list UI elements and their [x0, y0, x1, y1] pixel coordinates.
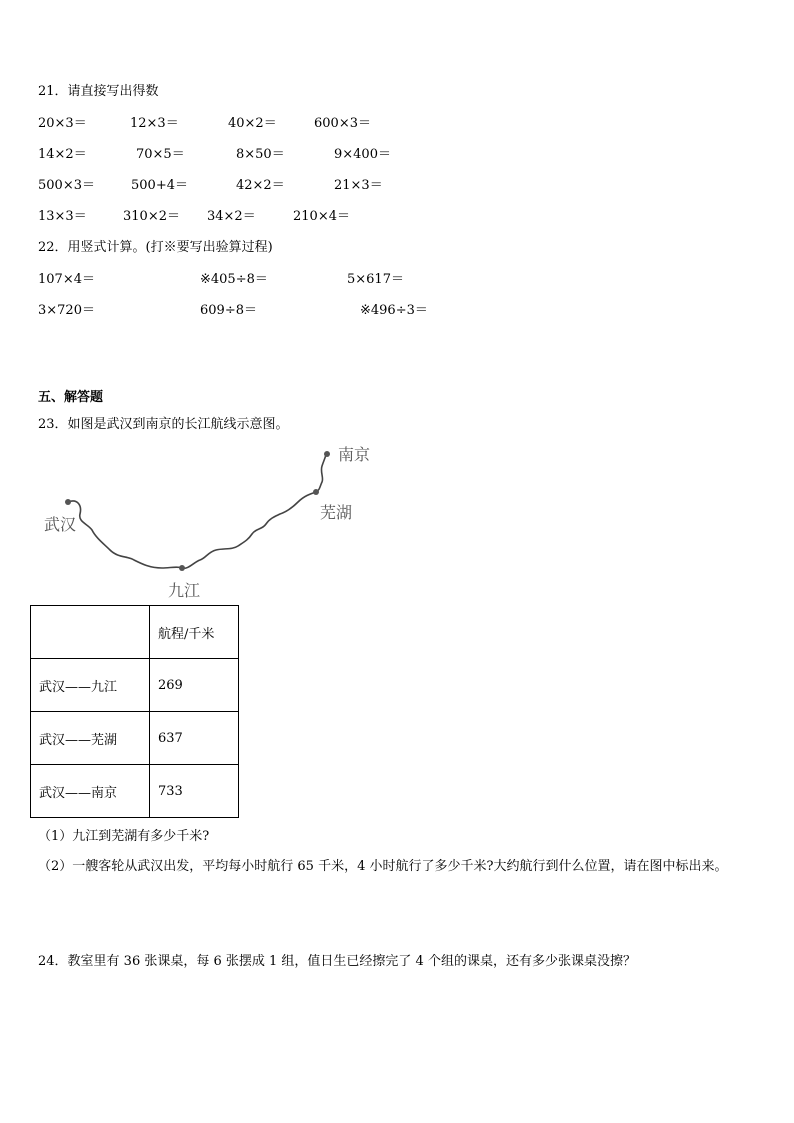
- q23-sub2: （2）一艘客轮从武汉出发，平均每小时航行 65 千米，4 小时航行了多少千米?大约航行到什么位置，请在图中标出来。: [38, 859, 728, 874]
- table-cell: 269: [150, 659, 239, 712]
- q23-sub1: （1）九江到芜湖有多少千米?: [38, 829, 210, 844]
- wuhu-label: 芜湖: [320, 503, 353, 522]
- jiujiang-label: 九江: [168, 581, 201, 600]
- wuhan-point: [65, 499, 71, 505]
- q21-item: 310×2＝: [123, 209, 180, 224]
- q21-item: 12×3＝: [130, 116, 179, 131]
- q21-item: 21×3＝: [334, 178, 383, 193]
- wuhan-label: 武汉: [44, 515, 77, 534]
- nanjing-point: [324, 451, 330, 457]
- table-row: [31, 606, 239, 659]
- q22-item: 5×617＝: [347, 272, 404, 287]
- q21-item: 500×3＝: [38, 178, 95, 193]
- q21-item: 34×2＝: [207, 209, 256, 224]
- nanjing-label: 南京: [338, 445, 371, 464]
- table-row: [31, 659, 239, 712]
- q24-title: 24．教室里有 36 张课桌，每 6 张摆成 1 组，值日生已经擦完了 4 个组的课桌，还有多少张课桌没擦？: [38, 954, 636, 969]
- q21-item: 40×2＝: [228, 116, 277, 131]
- yangtze-river-line: [68, 454, 326, 568]
- q22-item: 609÷8＝: [200, 303, 257, 318]
- table-row: [31, 712, 239, 765]
- q21-item: 500+4＝: [131, 178, 188, 193]
- yangtze-route-map: [30, 440, 390, 605]
- table-cell: 武汉——芜湖: [31, 712, 150, 765]
- q21-item: 600×3＝: [314, 116, 371, 131]
- q22-item: ※405÷8＝: [200, 272, 268, 287]
- table-cell: 637: [150, 712, 239, 765]
- table-header-cell: 航程/千米: [150, 606, 239, 659]
- q21-item: 70×5＝: [136, 147, 185, 162]
- q21-title: 21．请直接写出得数: [38, 84, 159, 99]
- table-row: [31, 765, 239, 818]
- q21-item: 13×3＝: [38, 209, 87, 224]
- q22-title: 22．用竖式计算。(打※要写出验算过程): [38, 240, 273, 255]
- table-header-cell: [31, 606, 150, 659]
- q21-item: 14×2＝: [38, 147, 87, 162]
- q22-item: 107×4＝: [38, 272, 95, 287]
- wuhu-point: [313, 489, 319, 495]
- table-cell: 武汉——南京: [31, 765, 150, 818]
- q21-item: 42×2＝: [236, 178, 285, 193]
- q22-item: 3×720＝: [38, 303, 95, 318]
- q22-item: ※496÷3＝: [360, 303, 428, 318]
- q23-title: 23．如图是武汉到南京的长江航线示意图。: [38, 417, 289, 432]
- table-cell: 733: [150, 765, 239, 818]
- q21-item: 20×3＝: [38, 116, 87, 131]
- route-distance-table: [30, 605, 239, 818]
- q21-item: 9×400＝: [334, 147, 391, 162]
- q21-item: 8×50＝: [236, 147, 285, 162]
- table-cell: 武汉——九江: [31, 659, 150, 712]
- jiujiang-point: [179, 565, 185, 571]
- section-heading: 五、解答题: [38, 390, 104, 405]
- q21-item: 210×4＝: [293, 209, 350, 224]
